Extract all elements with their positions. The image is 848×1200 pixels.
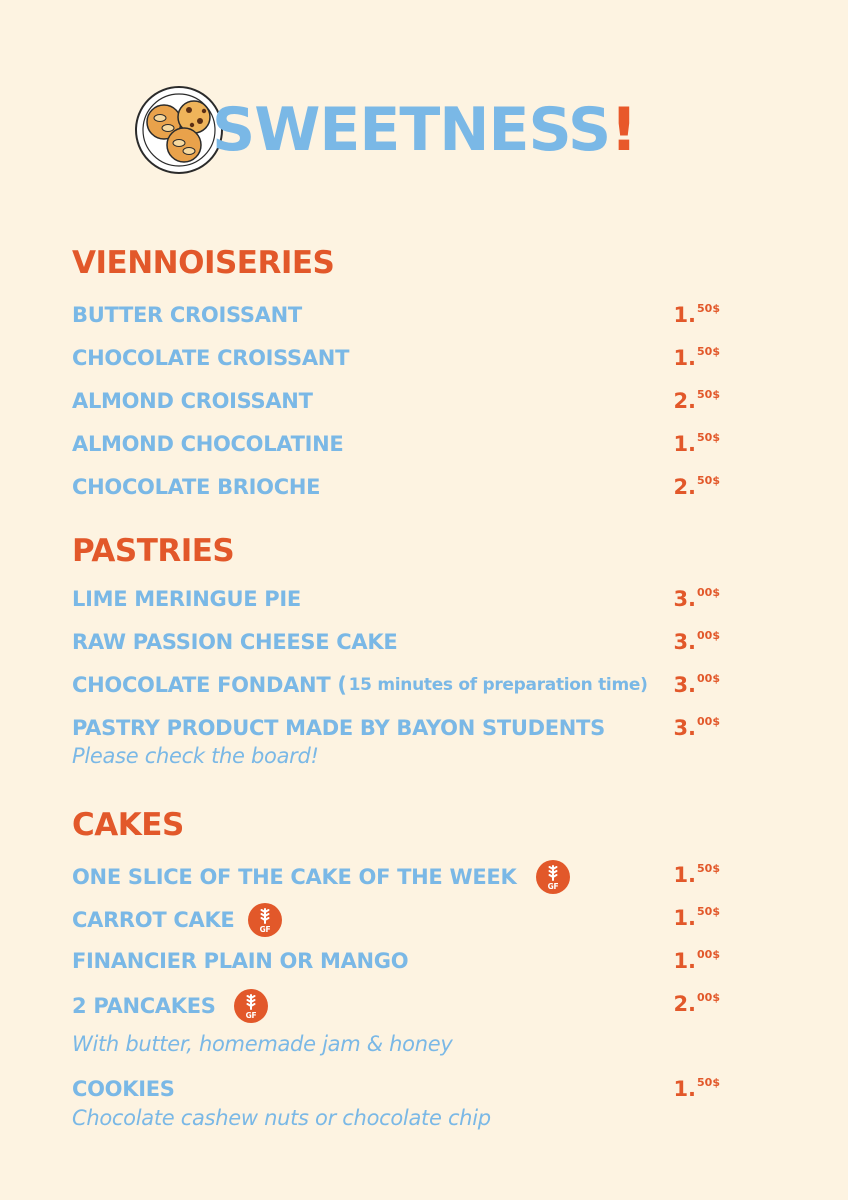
menu-item xyxy=(72,670,720,700)
item-name: LIME MERINGUE PIE xyxy=(72,587,301,611)
item-note: 15 minutes of preparation time) xyxy=(348,675,648,695)
item-subtitle: With butter, homemade jam & honey xyxy=(72,1032,453,1056)
item-price: 1.$^{50\$}$ xyxy=(673,905,720,930)
gluten-free-icon xyxy=(234,989,268,1023)
item-price: 3.$^{00\$}$ xyxy=(673,586,720,611)
menu-item xyxy=(72,860,720,890)
item-subtitle: Chocolate cashew nuts or chocolate chip xyxy=(72,1106,491,1130)
item-price: 2.$^{50\$}$ xyxy=(673,388,720,413)
gf-label: GF xyxy=(260,925,271,934)
item-price: 3.$^{00\$}$ xyxy=(673,715,720,740)
item-price: 1.$^{00\$}$ xyxy=(673,948,720,973)
gf-label: GF xyxy=(245,1011,256,1020)
section-title: VIENNOISERIES xyxy=(72,245,335,281)
item-price: 3.$^{00\$}$ xyxy=(673,672,720,697)
menu-item xyxy=(72,343,720,373)
item-price: 1.$^{50\$}$ xyxy=(673,1076,720,1101)
section-title: CAKES xyxy=(72,807,184,843)
gf-label: GF xyxy=(548,882,559,891)
item-name: CHOCOLATE CROISSANT xyxy=(72,346,350,370)
header xyxy=(134,84,637,176)
menu-item xyxy=(72,903,720,933)
item-name: PASTRY PRODUCT MADE BY BAYON STUDENTS xyxy=(72,716,605,740)
item-name: CHOCOLATE FONDANT ( 15 minutes of preparation time) xyxy=(72,670,648,700)
item-subtitle: Please check the board! xyxy=(72,744,319,768)
menu-item xyxy=(72,946,720,976)
item-price: 2.$^{00\$}$ xyxy=(673,991,720,1016)
item-price: 3.$^{00\$}$ xyxy=(673,629,720,654)
menu-item xyxy=(72,584,720,614)
page-title: SWEETNESS! xyxy=(212,95,637,165)
section-pastries xyxy=(72,533,720,776)
gluten-free-icon xyxy=(536,860,570,894)
cookie-plate-icon xyxy=(134,85,224,175)
menu-item xyxy=(72,713,720,743)
item-name: BUTTER CROISSANT xyxy=(72,303,302,327)
item-name: CARROT CAKE GF xyxy=(72,903,282,937)
item-price: 2.$^{50\$}$ xyxy=(673,474,720,499)
item-name: CHOCOLATE BRIOCHE xyxy=(72,475,321,499)
menu-item xyxy=(72,472,720,502)
item-price: 1.$^{50\$}$ xyxy=(673,302,720,327)
item-price: 1.$^{50\$}$ xyxy=(673,431,720,456)
item-price: 1.$^{50\$}$ xyxy=(673,862,720,887)
section-viennoiseries xyxy=(72,245,720,508)
menu-item xyxy=(72,1074,720,1104)
menu-item xyxy=(72,989,720,1019)
item-name: 2 PANCAKES GF xyxy=(72,989,268,1023)
item-name: FINANCIER PLAIN OR MANGO xyxy=(72,949,409,973)
item-name: COOKIES xyxy=(72,1077,175,1101)
gluten-free-icon xyxy=(248,903,282,937)
item-name: ONE SLICE OF THE CAKE OF THE WEEK GF xyxy=(72,860,570,894)
section-cakes xyxy=(72,807,720,1140)
menu-item xyxy=(72,627,720,657)
item-name: ALMOND CHOCOLATINE xyxy=(72,432,344,456)
item-price: 1.$^{50\$}$ xyxy=(673,345,720,370)
menu-item xyxy=(72,386,720,416)
section-title: PASTRIES xyxy=(72,533,235,569)
item-name: RAW PASSION CHEESE CAKE xyxy=(72,630,398,654)
item-name: ALMOND CROISSANT xyxy=(72,389,313,413)
menu-item xyxy=(72,429,720,459)
menu-item xyxy=(72,300,720,330)
